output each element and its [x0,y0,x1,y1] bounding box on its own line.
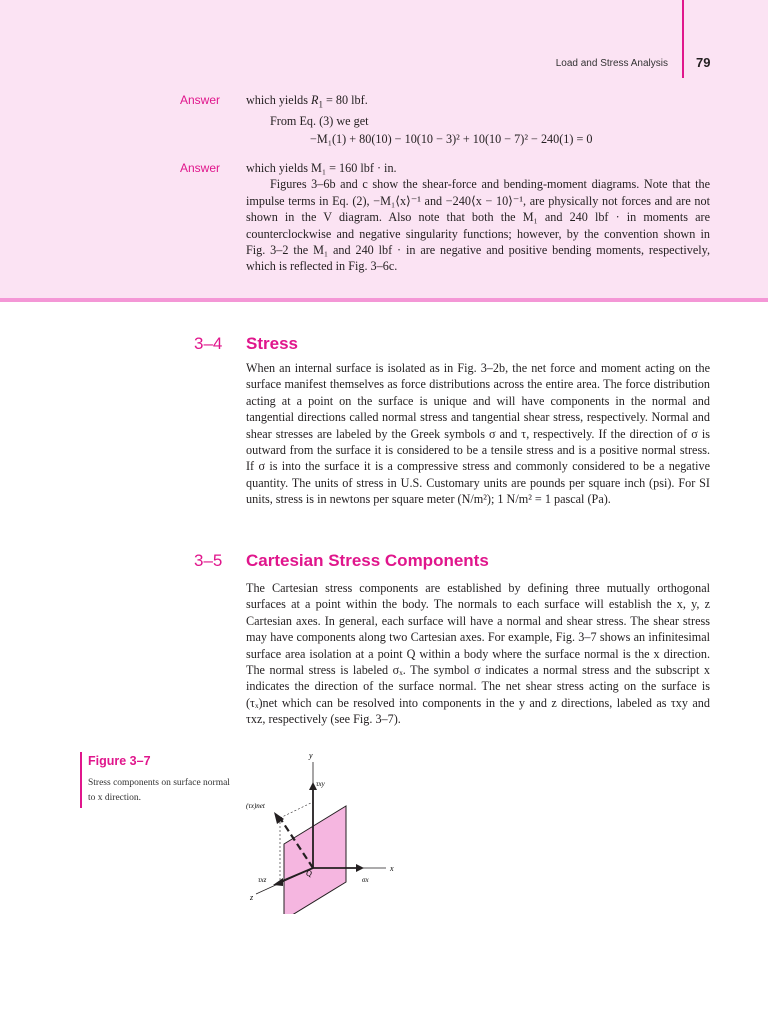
figure-title: Figure 3–7 [88,754,151,768]
section-3-4-title: Stress [246,334,298,353]
section-3-5-title: Cartesian Stress Components [246,551,489,570]
tau-xy-label: τxy [316,780,325,788]
eq-intro-line: From Eq. (3) we get [270,113,369,128]
running-head: Load and Stress Analysis [555,58,668,69]
header-rule [682,0,684,78]
point-q-label: Q [306,869,312,878]
z-axis-label: z [250,893,254,902]
section-3-5-body [246,580,710,728]
section-3-5-number: 3–5 [194,551,223,570]
section-3-4-number: 3–4 [194,334,223,353]
band-edge-rule [0,298,768,302]
tau-xz-label: τxz [258,876,267,884]
answer-2-text [246,160,710,275]
answer-label-2: Answer [180,161,221,175]
moment-equation: −M₁(1) + 80(10) − 10(10 − 3)² + 10(10 − 7)² − 240(1) = 0 [310,132,593,146]
answer-1-line: which yields $R_1 = 80$ lbf. [246,93,368,110]
sigma-x-arrowhead [356,864,364,872]
surface-plane [284,806,346,914]
diagram-explanation-paragraph: Figures 3–6b and c show the shear-force and bending-moment diagrams. Note that the impulse terms in Eq. (2), −M₁⟨x⟩⁻¹ and −240⟨x − 10⟩⁻¹, are physically not forces and are not shown in the V diagram. Also note that both the M₁ and 240 lbf · in moments are counterclockwise and negative singularity functions; however, by the convention shown in Fig. 3–2 the M₁ and 240 lbf · in are negative and positive bending moments, respectively, which is reflected in Fig. 3–6c. [246,177,710,274]
tau-xz-arrowhead [273,878,283,886]
figure-caption: Stress components on surface normal to x direction. [88,778,230,803]
figure-caption-box [80,752,238,808]
tau-net-label: (τx)net [246,802,265,810]
cartesian-stress-paragraph: The Cartesian stress components are established by defining three mutually orthogonal surfaces at a point within the body. The normals to each surface will establish the x, y, z Cartesian axes. In general, each surface will have a normal and shear stress. The shear stress may have components along two Cartesian axes. For example, Fig. 3–7 shows an infinitesimal surface area isolation at a point Q within a body where the surface normal is the x direction. The normal stress is labeled σₓ. The symbol σ indicates a normal stress and the subscript x indicates the direction of the surface normal. The net shear stress acting on the surface is (τₓ)net which can be resolved into components in the y and z directions, labeled as τxy and τxz, respectively (see Fig. 3–7). [246,581,710,727]
section-3-4-body [246,360,710,508]
answer-2-line: which yields M₁ = 160 lbf · in. [246,161,397,175]
y-axis-label: y [309,751,313,760]
stress-paragraph: When an internal surface is isolated as in Fig. 3–2b, the net force and moment acting on the surface manifest themselves as force distributions across the entire area. The force distribution acting at a point on the surface is unique and will have components in the normal and tangential directions called normal stress and tangential shear stress, respectively. Normal and shear stresses are labeled by the Greek symbols σ and τ, respectively. If the direction of σ is outward from the surface it is considered to be a tensile stress and is a positive normal stress. If σ is into the surface it is a compressive stress and commonly considered to be a negative quantity. The units of stress in U.S. Customary units are pounds per square inch (psi). For SI units, stress is in newtons per square meter (N/m²); 1 N/m² = 1 pascal (Pa). [246,361,710,507]
sigma-x-label: σx [362,876,369,884]
answer-label-1: Answer [180,93,221,107]
stress-element-figure [236,744,416,914]
x-axis-label: x [390,864,394,873]
answer-1-text [246,92,710,129]
page-number: 79 [696,55,711,70]
construction-line-1 [280,802,313,818]
